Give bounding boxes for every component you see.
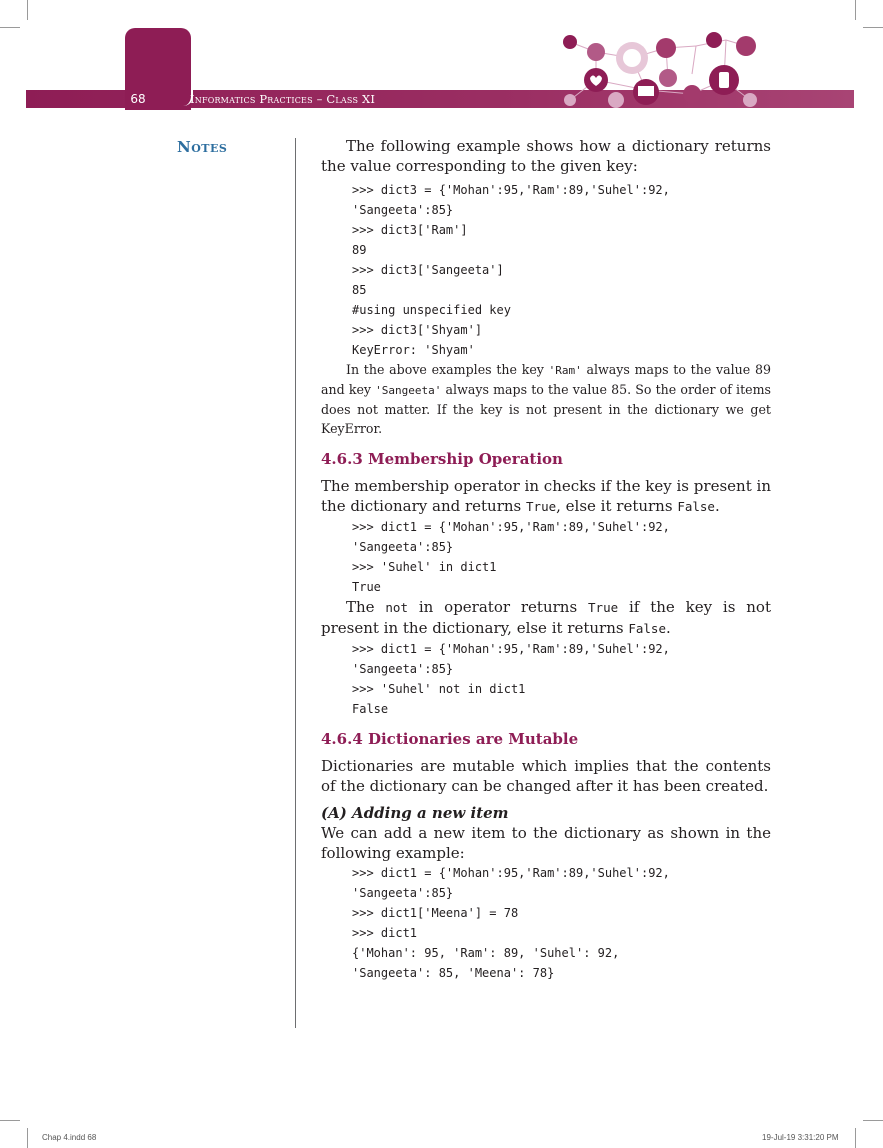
code-line: #using unspecified key xyxy=(352,303,511,317)
code-line: >>> dict1 = {'Mohan':95,'Ram':89,'Suhel':92, xyxy=(352,866,670,880)
rss-icon xyxy=(683,85,701,103)
section-heading-4-6-3: 4.6.3 Membership Operation xyxy=(321,450,563,468)
code-line: >>> dict3 = {'Mohan':95,'Ram':89,'Suhel':92, xyxy=(352,183,670,197)
date-slug: 19-Jul-19 3:31:20 PM xyxy=(762,1133,839,1142)
main-content xyxy=(321,136,771,983)
code-line: 'Sangeeta':85} xyxy=(352,886,454,900)
mail-icon xyxy=(563,35,577,49)
code-line: >>> 'Suhel' not in dict1 xyxy=(352,682,526,696)
speaker-icon xyxy=(587,43,605,61)
explanation-paragraph: In the above examples the key 'Ram' always maps to the value 89 and key 'Sangeeta' always maps to the value 85. So the order of items does not matter. If the key is not present in the dictionary we get KeyError. xyxy=(321,362,771,436)
code-line: >>> dict1 = {'Mohan':95,'Ram':89,'Suhel':92, xyxy=(352,520,670,534)
mutable-paragraph: Dictionaries are mutable which implies that the contents of the dictionary can be changed after it has been created. xyxy=(321,757,771,795)
code-block-add-item xyxy=(352,863,771,983)
code-line: >>> dict3['Ram'] xyxy=(352,223,468,237)
book-title: Informatics Practices – Class XI xyxy=(190,92,376,106)
code-line: False xyxy=(352,702,389,716)
code-line: 'Sangeeta':85} xyxy=(352,540,454,554)
user-icon xyxy=(656,38,676,58)
intro-paragraph: The following example shows how a dictionary returns the value corresponding to the given key: xyxy=(321,137,771,175)
code-line: >>> 'Suhel' in dict1 xyxy=(352,560,497,574)
page-number: 68 xyxy=(130,92,146,106)
code-line: 'Sangeeta':85} xyxy=(352,662,454,676)
code-block-not-in xyxy=(352,639,771,719)
video-icon xyxy=(736,36,756,56)
crop-mark xyxy=(27,0,28,20)
code-line: >>> dict1 xyxy=(352,926,418,940)
membership-paragraph: The membership operator in checks if the key is present in the dictionary and returns True, else it returns False. xyxy=(321,477,771,515)
crop-mark xyxy=(863,27,883,28)
section-heading-4-6-4: 4.6.4 Dictionaries are Mutable xyxy=(321,730,579,748)
margin-rule xyxy=(295,138,296,1028)
code-line: KeyError: 'Shyam' xyxy=(352,343,475,357)
code-line: >>> dict3['Shyam'] xyxy=(352,323,483,337)
cloud-icon xyxy=(608,92,624,108)
subheading-adding-item: (A) Adding a new item xyxy=(321,804,509,822)
crop-mark xyxy=(863,1120,883,1121)
code-line: {'Mohan': 95, 'Ram': 89, 'Suhel': 92, xyxy=(352,946,620,960)
code-block-in xyxy=(352,517,771,597)
crop-mark xyxy=(27,1128,28,1148)
crop-mark xyxy=(0,1120,20,1121)
not-in-paragraph: The not in operator returns True if the key is not present in the dictionary, else it returns False. xyxy=(321,598,771,637)
person-icon xyxy=(706,32,722,48)
code-line: 'Sangeeta': 85, 'Meena': 78} xyxy=(352,966,555,980)
smiley-icon xyxy=(743,93,757,107)
adding-item-paragraph: We can add a new item to the dictionary as shown in the following example: xyxy=(321,824,771,862)
thumbs-up-icon xyxy=(659,69,677,87)
code-line: >>> dict1 = {'Mohan':95,'Ram':89,'Suhel':92, xyxy=(352,642,670,656)
bulb-icon xyxy=(564,94,576,106)
crop-mark xyxy=(0,27,20,28)
code-line: 85 xyxy=(352,283,367,297)
code-block-lookup xyxy=(352,180,771,360)
code-line: True xyxy=(352,580,381,594)
code-line: >>> dict3['Sangeeta'] xyxy=(352,263,504,277)
crop-mark xyxy=(855,1128,856,1148)
code-line: 89 xyxy=(352,243,367,257)
social-network-graphic xyxy=(556,28,766,112)
crop-mark xyxy=(855,0,856,20)
code-line: >>> dict1['Meena'] = 78 xyxy=(352,906,519,920)
notes-heading: Notes xyxy=(177,138,228,156)
file-slug: Chap 4.indd 68 xyxy=(42,1133,97,1142)
code-line: 'Sangeeta':85} xyxy=(352,203,454,217)
